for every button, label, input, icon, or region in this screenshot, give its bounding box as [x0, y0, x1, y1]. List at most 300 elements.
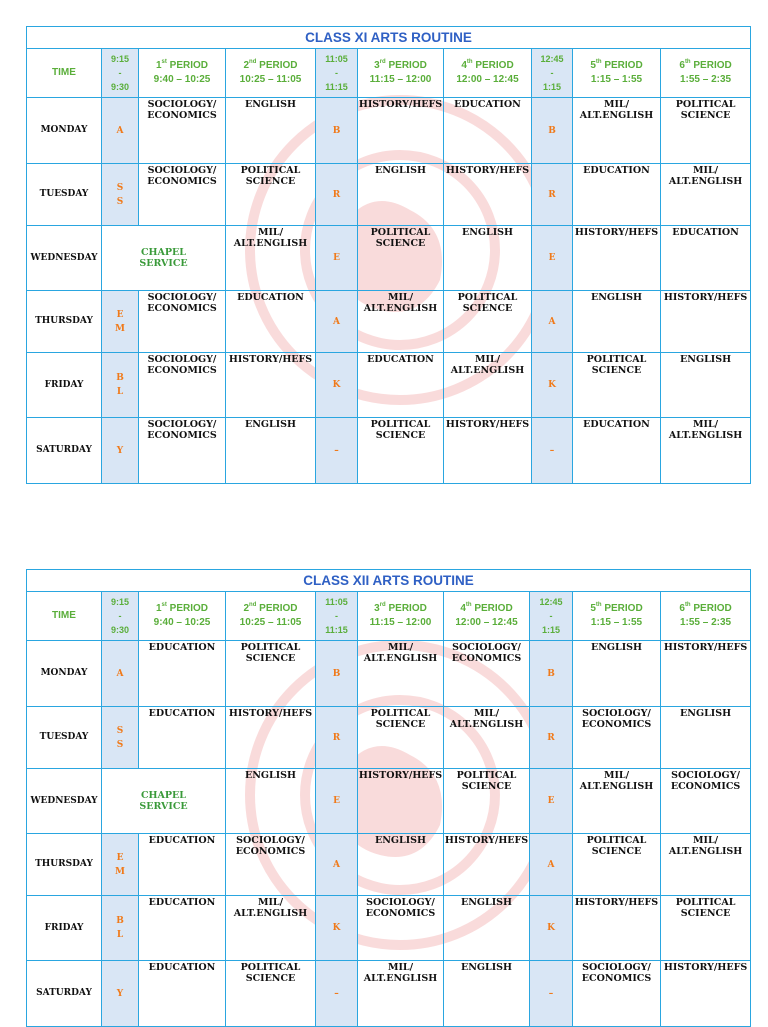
- table-row: [27, 641, 751, 707]
- subject-line: MIL/: [693, 165, 719, 176]
- period-label: [444, 602, 529, 616]
- subject-line: ENGLISH: [375, 165, 426, 176]
- break1-time-header: [316, 592, 358, 641]
- period-header-p5: [573, 592, 661, 641]
- period-cell: [226, 961, 316, 1027]
- period-time: 11:15 – 12:00: [369, 74, 432, 85]
- break-letter: E: [547, 796, 555, 806]
- break-letter: K: [547, 923, 555, 933]
- time-header: TIME: [27, 49, 102, 98]
- day-label: WEDNESDAY: [27, 226, 102, 291]
- period-header-p2: [226, 592, 316, 641]
- period-number: 2: [243, 603, 250, 614]
- subject-line: HISTORY/HEFS: [663, 292, 748, 303]
- period-cell: [444, 291, 532, 353]
- day-label: MONDAY: [27, 98, 102, 164]
- break1-time-header: [316, 49, 358, 98]
- subject-line: ENGLISH: [461, 897, 512, 908]
- subject-line: ALT.ENGLISH: [233, 908, 308, 919]
- period-word: PERIOD: [388, 60, 427, 71]
- period-number: 1: [155, 60, 162, 71]
- assembly-letter-cell: [102, 834, 139, 896]
- break2-letter-cell: [530, 707, 573, 769]
- day-label: THURSDAY: [27, 834, 102, 896]
- period-word: PERIOD: [604, 60, 643, 71]
- period-word: PERIOD: [604, 603, 643, 614]
- subject-line: SOCIOLOGY/: [366, 897, 435, 908]
- period-cell: [573, 641, 661, 707]
- table-row: [27, 291, 751, 353]
- break1-letter-cell: [316, 896, 358, 961]
- period-time: 1:15 – 1:55: [590, 74, 643, 85]
- period-time: 12:00 – 12:45: [455, 617, 518, 628]
- subject-line: ECONOMICS: [147, 110, 217, 121]
- subject-line: SCIENCE: [462, 303, 513, 314]
- chapel-line: SERVICE: [139, 258, 188, 269]
- subject-line: EDUCATION: [148, 708, 216, 719]
- time-line: -: [550, 68, 554, 78]
- subject-line: POLITICAL: [240, 165, 301, 176]
- period-number: 4: [461, 60, 467, 71]
- period-cell: [139, 834, 226, 896]
- period-number: 5: [590, 603, 596, 614]
- break2-letter-cell: [530, 641, 573, 707]
- break-letter: –: [548, 988, 554, 999]
- subject-line: POLITICAL: [457, 292, 518, 303]
- subject-line: MIL/: [693, 835, 719, 846]
- break1-letter-cell: [316, 291, 358, 353]
- period-cell: [139, 353, 226, 418]
- period-cell: [358, 896, 444, 961]
- routine-table-xii: [26, 569, 751, 1027]
- period-cell: [661, 707, 751, 769]
- time-line: 11:05: [325, 597, 348, 607]
- period-cell: [358, 164, 444, 226]
- period-header-p2: [226, 49, 316, 98]
- break2-letter-cell: [532, 291, 573, 353]
- subject-line: HISTORY/HEFS: [663, 642, 748, 653]
- assembly-time-header: [102, 49, 139, 98]
- break-letter: A: [333, 859, 340, 870]
- period-cell: [661, 291, 751, 353]
- break-letter: A: [547, 859, 555, 870]
- subject-line: ECONOMICS: [147, 365, 217, 376]
- period-word: PERIOD: [693, 60, 732, 71]
- subject-line: ECONOMICS: [581, 973, 652, 984]
- subject-line: SOCIOLOGY/: [452, 642, 521, 653]
- period-suffix: rd: [379, 59, 386, 65]
- period-time: 9:40 – 10:25: [153, 74, 211, 85]
- subject-line: EDUCATION: [583, 419, 650, 430]
- period-cell: [444, 769, 530, 834]
- subject-line: ENGLISH: [375, 835, 426, 846]
- subject-line: MIL/: [474, 354, 501, 365]
- break1-letter-cell: [316, 769, 358, 834]
- subject-line: HISTORY/HEFS: [445, 165, 530, 176]
- subject-line: ENGLISH: [245, 419, 296, 430]
- period-number: 4: [460, 603, 466, 614]
- break-letter: –: [549, 445, 555, 456]
- assembly-letter: M: [115, 866, 125, 877]
- subject-line: SCIENCE: [680, 110, 731, 121]
- period-header-p3: [358, 49, 444, 98]
- period-time: 1:55 – 2:35: [679, 617, 732, 628]
- break-letter: K: [332, 380, 341, 390]
- period-label: [573, 602, 660, 616]
- period-cell: [444, 418, 532, 484]
- period-cell: [139, 418, 226, 484]
- subject-line: ALT.ENGLISH: [668, 176, 743, 187]
- period-word: PERIOD: [474, 603, 513, 614]
- period-time: 1:15 – 1:55: [590, 617, 643, 628]
- period-cell: [573, 769, 661, 834]
- subject-line: POLITICAL: [370, 708, 431, 719]
- period-cell: [358, 769, 444, 834]
- period-cell: [661, 226, 751, 291]
- table-row: [27, 769, 751, 834]
- assembly-time-header: [102, 592, 139, 641]
- period-number: 6: [679, 60, 685, 71]
- subject-line: SCIENCE: [245, 973, 296, 984]
- subject-line: SCIENCE: [245, 653, 296, 664]
- day-label: SATURDAY: [27, 418, 102, 484]
- assembly-letter: L: [116, 387, 124, 397]
- break-letter: E: [333, 253, 340, 263]
- period-cell: [226, 641, 316, 707]
- subject-line: ALT.ENGLISH: [363, 653, 438, 664]
- subject-line: ENGLISH: [591, 642, 642, 653]
- table-row: [27, 961, 751, 1027]
- assembly-letter: B: [116, 916, 124, 926]
- subject-line: EDUCATION: [148, 897, 216, 908]
- period-label: [139, 602, 225, 616]
- period-cell: [139, 291, 226, 353]
- subject-line: EDUCATION: [367, 354, 434, 365]
- break2-letter-cell: [532, 98, 573, 164]
- subject-line: HISTORY/HEFS: [228, 354, 313, 365]
- period-cell: [226, 707, 316, 769]
- period-cell: [226, 291, 316, 353]
- period-suffix: th: [684, 602, 691, 608]
- subject-line: ENGLISH: [462, 227, 513, 238]
- period-cell: [573, 98, 661, 164]
- period-cell: [226, 164, 316, 226]
- period-label: [661, 59, 750, 73]
- break-letter: A: [333, 316, 340, 327]
- assembly-letter: B: [116, 373, 124, 383]
- time-line: -: [118, 611, 122, 621]
- subject-line: MIL/: [603, 770, 630, 781]
- assembly-letter: Y: [116, 988, 124, 999]
- time-line: 9:15: [110, 54, 129, 64]
- break-letter: R: [548, 189, 556, 200]
- period-header-p5: [573, 49, 661, 98]
- subject-line: ENGLISH: [680, 354, 732, 365]
- time-line: 1:15: [542, 82, 561, 92]
- subject-line: HISTORY/HEFS: [574, 227, 659, 238]
- subject-line: MIL/: [603, 99, 630, 110]
- period-cell: [139, 961, 226, 1027]
- subject-line: ECONOMICS: [581, 719, 652, 730]
- break-letter: R: [332, 732, 341, 743]
- subject-line: MIL/: [387, 642, 414, 653]
- subject-line: SCIENCE: [591, 365, 642, 376]
- period-cell: [139, 707, 226, 769]
- period-time: 12:00 – 12:45: [456, 74, 519, 85]
- period-cell: [661, 164, 751, 226]
- assembly-letter: S: [116, 739, 124, 750]
- subject-line: SOCIOLOGY/: [147, 419, 217, 430]
- subject-line: EDUCATION: [672, 227, 739, 238]
- period-cell: [661, 353, 751, 418]
- period-cell: [661, 834, 751, 896]
- day-label: FRIDAY: [27, 353, 102, 418]
- subject-line: POLITICAL: [675, 99, 736, 110]
- period-time: 1:55 – 2:35: [679, 74, 732, 85]
- subject-line: EDUCATION: [148, 642, 216, 653]
- period-cell: [661, 98, 751, 164]
- period-cell: [573, 164, 661, 226]
- period-cell: [139, 896, 226, 961]
- period-word: PERIOD: [259, 603, 298, 614]
- break1-letter-cell: [316, 226, 358, 291]
- time-line: 9:15: [110, 597, 129, 607]
- break-letter: –: [334, 445, 339, 456]
- period-cell: [226, 769, 316, 834]
- subject-line: ECONOMICS: [235, 846, 306, 857]
- subject-line: SCIENCE: [680, 908, 731, 919]
- break-letter: B: [332, 668, 341, 679]
- subject-line: ECONOMICS: [365, 908, 436, 919]
- period-cell: [139, 164, 226, 226]
- subject-line: HISTORY/HEFS: [445, 419, 530, 430]
- break2-letter-cell: [530, 834, 573, 896]
- chapel-service: [102, 769, 226, 834]
- subject-line: ECONOMICS: [147, 430, 217, 441]
- break-letter: R: [332, 189, 341, 200]
- break-letter: K: [548, 380, 556, 390]
- assembly-letter: S: [116, 725, 124, 736]
- period-cell: [573, 707, 661, 769]
- period-word: PERIOD: [259, 60, 298, 71]
- subject-line: SOCIOLOGY/: [147, 292, 217, 303]
- period-number: 3: [374, 60, 380, 71]
- subject-line: POLITICAL: [456, 770, 517, 781]
- subject-line: EDUCATION: [454, 99, 521, 110]
- time-line: 12:45: [539, 597, 563, 607]
- time-line: 9:30: [110, 82, 129, 92]
- day-label: TUESDAY: [27, 707, 102, 769]
- period-word: PERIOD: [169, 60, 209, 71]
- break1-letter-cell: [316, 961, 358, 1027]
- subject-line: SOCIOLOGY/: [582, 708, 651, 719]
- period-word: PERIOD: [475, 60, 514, 71]
- period-number: 6: [679, 603, 685, 614]
- subject-line: HISTORY/HEFS: [358, 770, 443, 781]
- subject-line: HISTORY/HEFS: [228, 708, 313, 719]
- period-label: [444, 59, 531, 73]
- subject-line: POLITICAL: [586, 354, 647, 365]
- period-header-p1: [139, 49, 226, 98]
- subject-line: EDUCATION: [148, 835, 216, 846]
- time-line: 11:15: [325, 82, 348, 92]
- day-label: FRIDAY: [27, 896, 102, 961]
- period-suffix: th: [465, 602, 472, 608]
- time-line: 12:45: [540, 54, 564, 64]
- subject-line: SOCIOLOGY/: [236, 835, 305, 846]
- subject-line: POLITICAL: [370, 227, 431, 238]
- period-number: 3: [374, 603, 380, 614]
- time-line: 11:05: [325, 54, 348, 64]
- assembly-letter-cell: [102, 353, 139, 418]
- break1-letter-cell: [316, 418, 358, 484]
- subject-line: ALT.ENGLISH: [449, 719, 524, 730]
- subject-line: ALT.ENGLISH: [668, 430, 743, 441]
- subject-line: ECONOMICS: [451, 653, 522, 664]
- period-cell: [226, 418, 316, 484]
- break-letter: B: [547, 668, 555, 679]
- subject-line: ALT.ENGLISH: [363, 973, 438, 984]
- break2-letter-cell: [530, 961, 573, 1027]
- table-row: [27, 353, 751, 418]
- assembly-letter: E: [116, 309, 124, 320]
- time-line: -: [335, 68, 338, 78]
- period-cell: [358, 353, 444, 418]
- time-line: 1:15: [541, 625, 560, 635]
- subject-line: ALT.ENGLISH: [233, 238, 308, 249]
- routine-table-xi: [26, 26, 751, 484]
- period-number: 1: [155, 603, 162, 614]
- day-label: TUESDAY: [27, 164, 102, 226]
- assembly-letter: M: [115, 323, 125, 334]
- table-row: [27, 226, 751, 291]
- break2-letter-cell: [532, 226, 573, 291]
- period-cell: [444, 834, 530, 896]
- assembly-letter-cell: [102, 896, 139, 961]
- table-row: [27, 164, 751, 226]
- subject-line: ECONOMICS: [147, 176, 217, 187]
- chapel-service: [102, 226, 226, 291]
- table-row: [27, 418, 751, 484]
- subject-line: ENGLISH: [591, 292, 642, 303]
- period-cell: [444, 896, 530, 961]
- period-cell: [358, 291, 444, 353]
- period-suffix: th: [684, 59, 691, 65]
- table-row: [27, 834, 751, 896]
- period-suffix: nd: [249, 602, 257, 608]
- period-number: 5: [590, 60, 596, 71]
- subject-line: SCIENCE: [461, 781, 512, 792]
- break-letter: B: [548, 125, 556, 136]
- table-row: [27, 707, 751, 769]
- period-word: PERIOD: [693, 603, 732, 614]
- subject-line: EDUCATION: [583, 165, 650, 176]
- assembly-letter-cell: [102, 291, 139, 353]
- subject-line: ALT.ENGLISH: [450, 365, 525, 376]
- period-suffix: rd: [379, 602, 386, 608]
- period-cell: [444, 164, 532, 226]
- break2-time-header: [530, 592, 573, 641]
- period-number: 2: [243, 60, 250, 71]
- period-label: [358, 602, 443, 616]
- assembly-letter: S: [116, 182, 124, 193]
- period-cell: [573, 834, 661, 896]
- time-line: -: [549, 611, 553, 621]
- break2-time-header: [532, 49, 573, 98]
- period-cell: [661, 769, 751, 834]
- break1-letter-cell: [316, 641, 358, 707]
- day-label: THURSDAY: [27, 291, 102, 353]
- subject-line: POLITICAL: [240, 642, 301, 653]
- break1-letter-cell: [316, 98, 358, 164]
- assembly-letter: L: [116, 930, 124, 940]
- subject-line: SCIENCE: [375, 238, 426, 249]
- break-letter: R: [547, 732, 555, 743]
- time-line: -: [118, 68, 122, 78]
- period-cell: [358, 641, 444, 707]
- day-label: MONDAY: [27, 641, 102, 707]
- subject-line: HISTORY/HEFS: [358, 99, 443, 110]
- subject-line: POLITICAL: [586, 835, 647, 846]
- period-label: [226, 602, 315, 616]
- break-letter: A: [548, 316, 556, 327]
- assembly-letter: A: [116, 125, 124, 136]
- subject-line: SOCIOLOGY/: [147, 99, 217, 110]
- period-label: [226, 59, 315, 73]
- chapel-line: CHAPEL: [141, 247, 186, 258]
- subject-line: SOCIOLOGY/: [147, 165, 217, 176]
- period-cell: [573, 961, 661, 1027]
- period-suffix: th: [466, 59, 473, 65]
- subject-line: MIL/: [257, 227, 284, 238]
- subject-line: HISTORY/HEFS: [574, 897, 659, 908]
- subject-line: ECONOMICS: [147, 303, 217, 314]
- period-cell: [226, 834, 316, 896]
- period-cell: [661, 418, 751, 484]
- period-cell: [226, 353, 316, 418]
- subject-line: ENGLISH: [245, 99, 296, 110]
- day-label: SATURDAY: [27, 961, 102, 1027]
- period-cell: [573, 353, 661, 418]
- time-line: 9:30: [110, 625, 129, 635]
- period-label: [139, 59, 225, 73]
- period-cell: [139, 98, 226, 164]
- period-time: 10:25 – 11:05: [239, 617, 302, 628]
- period-header-p6: [661, 592, 751, 641]
- period-cell: [139, 641, 226, 707]
- period-cell: [358, 707, 444, 769]
- period-cell: [661, 896, 751, 961]
- period-cell: [358, 226, 444, 291]
- subject-line: MIL/: [257, 897, 284, 908]
- subject-line: ENGLISH: [680, 708, 732, 719]
- subject-line: MIL/: [693, 419, 719, 430]
- subject-line: EDUCATION: [148, 962, 216, 973]
- assembly-letter: E: [116, 852, 124, 863]
- assembly-letter-cell: [102, 961, 139, 1027]
- period-header-p4: [444, 49, 532, 98]
- subject-line: HISTORY/HEFS: [444, 835, 529, 846]
- assembly-letter: Y: [116, 445, 124, 456]
- subject-line: MIL/: [387, 962, 414, 973]
- period-cell: [444, 707, 530, 769]
- day-label: WEDNESDAY: [27, 769, 102, 834]
- break1-letter-cell: [316, 707, 358, 769]
- subject-line: SCIENCE: [245, 176, 296, 187]
- subject-line: ENGLISH: [245, 770, 296, 781]
- time-line: -: [335, 611, 338, 621]
- subject-line: HISTORY/HEFS: [663, 962, 748, 973]
